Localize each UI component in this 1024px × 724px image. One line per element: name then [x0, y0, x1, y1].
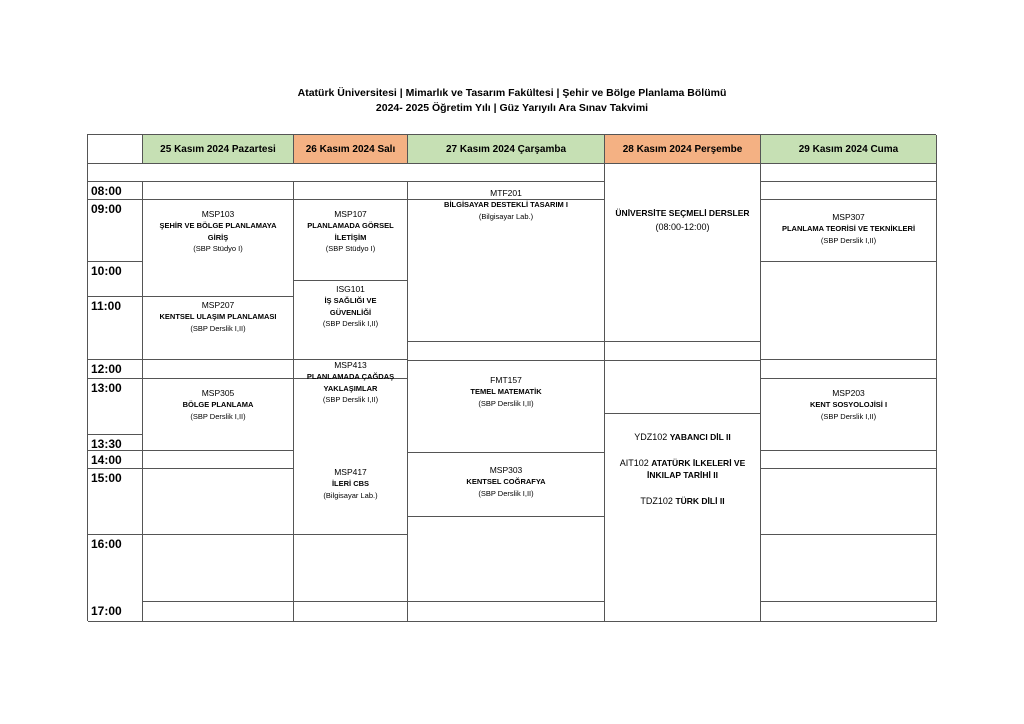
course-code: YDZ102 [634, 432, 668, 442]
course-name: KENTSEL COĞRAFYA [466, 477, 546, 486]
day-header-monday: 25 Kasım 2024 Pazartesi [143, 135, 294, 164]
empty-slot [761, 360, 937, 379]
exam-schedule-table [87, 134, 936, 621]
time-slot: 11:00 [88, 297, 143, 360]
course-name: PLANLAMADA GÖRSEL [307, 221, 394, 230]
time-slot: 15:00 [88, 469, 143, 535]
day-header-thursday: 28 Kasım 2024 Perşembe [605, 135, 761, 164]
exam-room: (Bilgisayar Lab.) [323, 490, 378, 500]
course-name: ŞEHİR VE BÖLGE PLANLAMAYA [159, 221, 277, 230]
course-name: PLANLAMADA ÇAĞDAŞ [306, 372, 395, 381]
course-name: İŞ SAĞLIĞI VE [324, 296, 377, 305]
exam-card [761, 379, 937, 451]
exam-room: (SBP Derslik I,II) [820, 235, 877, 245]
course-code: MSP305 [201, 388, 235, 398]
exam-card [294, 354, 408, 451]
course-code: TDZ102 [640, 495, 673, 506]
course-name: TEMEL MATEMATİK [470, 387, 542, 396]
exam-card [605, 414, 761, 622]
empty-slot [761, 262, 937, 360]
empty-slot [143, 469, 294, 535]
course-name: PLANLAMA TEORİSİ VE TEKNİKLERİ [781, 224, 916, 233]
course-name: GİRİŞ [207, 232, 229, 242]
exam-card [408, 164, 605, 342]
time-slot: 13:30 [88, 435, 143, 451]
course-name: ÜNİVERSİTE SEÇMELİ DERSLER [615, 208, 750, 218]
empty-slot [605, 361, 761, 414]
course-name: İLERİ CBS [331, 479, 370, 488]
exam-time: (08:00-12:00) [655, 221, 710, 232]
empty-slot [408, 342, 605, 361]
day-header-tuesday: 26 Kasım 2024 Salı [294, 135, 408, 164]
course-name: İLETİŞİM [334, 232, 367, 242]
exam-room: (SBP Derslik I,II) [322, 395, 379, 404]
course-name: TÜRK DİLİ II [675, 495, 725, 506]
exam-room: (SBP Stüdyo I) [193, 244, 243, 253]
empty-slot [761, 451, 937, 469]
exam-card [408, 361, 605, 453]
exam-card [143, 297, 294, 360]
day-header-wednesday: 27 Kasım 2024 Çarşamba [408, 135, 605, 164]
empty-slot [408, 602, 605, 622]
course-code: MSP103 [201, 209, 235, 219]
exam-card [143, 200, 294, 297]
empty-slot [143, 182, 294, 200]
exam-card [143, 379, 294, 451]
exam-entry [605, 430, 760, 444]
empty-slot [761, 182, 937, 200]
course-code: AIT102 [619, 458, 649, 468]
empty-slot [761, 535, 937, 602]
empty-slot [408, 517, 605, 602]
time-slot: 10:00 [88, 262, 143, 297]
empty-slot [294, 535, 408, 602]
exam-room: (SBP Derslik I,II) [820, 411, 877, 421]
course-code: MSP413 [334, 360, 367, 370]
empty-slot [294, 182, 408, 200]
course-name: GÜVENLİĞİ [329, 307, 372, 317]
course-name: ATATÜRK İLKELERİ VE [651, 458, 746, 468]
title-line-2: 2024- 2025 Öğretim Yılı | Güz Yarıyılı Ara Sınav Takvimi [375, 102, 649, 114]
course-code: MSP417 [334, 467, 367, 477]
exam-room: (SBP Derslik I,II) [478, 488, 534, 498]
exam-card [294, 200, 408, 281]
exam-entry [605, 456, 760, 470]
course-code: MSP207 [201, 300, 235, 310]
course-code: MSP303 [489, 465, 523, 475]
exam-room: (SBP Derslik I,II) [190, 411, 246, 421]
course-code: MTF201 [490, 188, 522, 198]
course-name: İNKILAP TARİHİ II [647, 470, 718, 480]
exam-room: (SBP Derslik I,II) [478, 398, 534, 408]
course-name: BÖLGE PLANLAMA [182, 400, 254, 409]
exam-card [294, 281, 408, 360]
course-name: KENT SOSYOLOJİSİ I [809, 400, 888, 409]
empty-slot [605, 342, 761, 361]
course-name: YABANCI DİL II [669, 432, 731, 442]
time-slot: 09:00 [88, 200, 143, 262]
empty-slot [143, 535, 294, 602]
course-code: FMT157 [490, 375, 522, 385]
exam-entry [605, 494, 760, 508]
course-name: BİLGİSAYAR DESTEKLİ TASARIM I [444, 200, 568, 209]
empty-slot [143, 602, 294, 622]
exam-room: (SBP Stüdyo I) [325, 244, 376, 253]
time-slot: 17:00 [88, 602, 143, 622]
empty-slot [761, 469, 937, 535]
header-corner [88, 135, 143, 164]
exam-card [408, 453, 605, 517]
empty-slot [143, 360, 294, 379]
course-code: MSP307 [832, 212, 865, 222]
time-slot: 14:00 [88, 451, 143, 469]
course-code: MSP203 [832, 388, 865, 398]
exam-room: (SBP Derslik I,II) [190, 323, 246, 333]
day-header-friday: 29 Kasım 2024 Cuma [761, 135, 937, 164]
course-code: ISG101 [336, 284, 365, 294]
exam-room: (Bilgisayar Lab.) [478, 211, 534, 221]
empty-slot [143, 451, 294, 469]
course-name: YAKLAŞIMLAR [323, 383, 378, 393]
title-line-1: Atatürk Üniversitesi | Mimarlık ve Tasarım Fakültesi | Şehir ve Bölge Planlama Bölümü [297, 87, 727, 99]
exam-card [294, 451, 408, 535]
time-slot: 12:00 [88, 360, 143, 379]
time-slot: 13:00 [88, 379, 143, 435]
exam-room: (SBP Derslik I,II) [322, 319, 379, 328]
empty-slot [294, 602, 408, 622]
time-slot: 16:00 [88, 535, 143, 620]
time-slot: 08:00 [88, 182, 143, 200]
empty-slot [761, 602, 937, 622]
exam-card [605, 164, 761, 342]
page-title [0, 86, 1024, 116]
course-code: MSP107 [334, 209, 367, 219]
course-name: KENTSEL ULAŞIM PLANLAMASI [159, 312, 277, 321]
exam-card [761, 200, 937, 262]
